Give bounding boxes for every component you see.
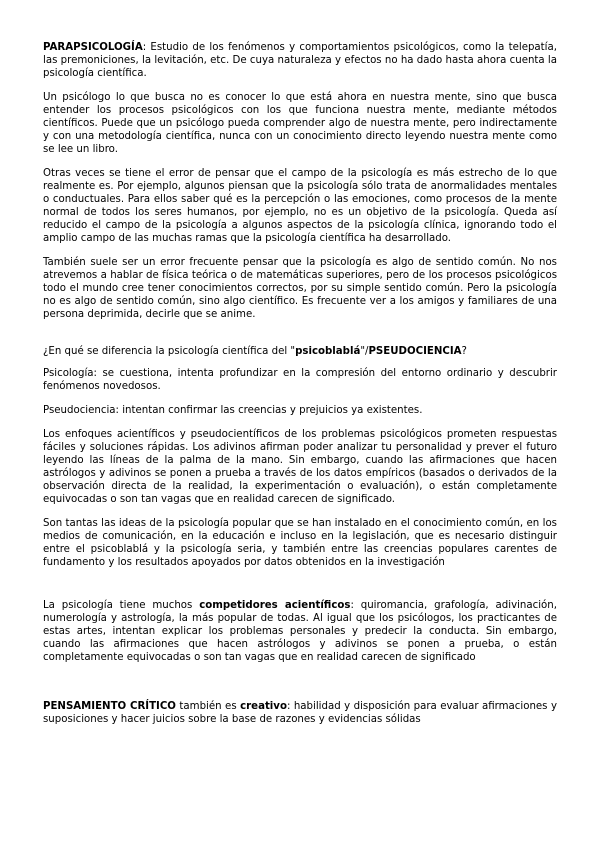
paragraph-campo-psicologia: Otras veces se tiene el error de pensar que el campo de la psicología es más estrecho de lo que realmente es. Por ejemplo, algunos piensan que la psicología sólo trata de anormalidades mentales o conductuales. Para ellos saber qué es la percepción o las emociones, como procesos de la mente normal de todos los seres humanos, por ejemplo, no es un objetivo de la psicología. Queda así reducido el campo de la psicología a algunos aspectos de la psicología clínica, ignorando todo el amplio campo de las muchas ramas que la psicología científica ha desarrollado. xyxy=(43,168,557,244)
parapsicologia-text: : Estudio de los fenómenos y comportamientos psicológicos, como la telepatía, las premoniciones, la levitación, etc. De cuya naturaleza y efectos no ha dado hasta ahora cuenta la psicología científica. xyxy=(43,42,557,79)
pensamiento-text-post: : habilidad y disposición para evaluar afirmaciones y suposiciones y hacer juicios sobre la base de razones y evidencias sólidas xyxy=(43,701,557,725)
question-text-post: ? xyxy=(461,346,467,357)
term-parapsicologia: PARAPSICOLOGÍA xyxy=(43,42,143,53)
parapsicologia-definition xyxy=(43,41,557,80)
term-pensamiento-critico: PENSAMIENTO CRÍTICO xyxy=(43,701,176,712)
paragraph-pensamiento-critico xyxy=(43,700,557,726)
question-heading xyxy=(43,345,557,358)
document-body xyxy=(43,41,557,726)
paragraph-competidores xyxy=(43,599,557,664)
term-psicoblabla: psicoblablá xyxy=(295,346,361,357)
pensamiento-text-mid: también es xyxy=(175,701,241,712)
definition-pseudociencia: Pseudociencia: intentan confirmar las creencias y prejuicios ya existentes. xyxy=(43,405,423,416)
competidores-text-post: : quiromancia, grafología, adivinación, numerología y astrología, la más popular de todas. Al igual que los psicólogos, los practicantes de estas artes, intentan explicar los problemas personales y predecir la conducta. Sin embargo, cuando las afirmaciones que hacen astrólogos y adivinos se ponen a prueba, o están completamente equivocadas o son tan vagas que en realidad carecen de significado xyxy=(43,600,557,663)
paragraph-enfoques-acientificos: Los enfoques acientíficos y pseudocientíficos de los problemas psicológicos prometen respuestas fáciles y soluciones rápidas. Los adivinos afirman poder analizar tu personalidad y prever el futuro leyendo las líneas de la palma de la mano. Sin embargo, cuando las afirmaciones que hacen astrólogos y adivinos se ponen a prueba a través de los datos empíricos (basados o derivados de la observación directa de la realidad, la experimentación o evaluación), o están completamente equivocadas o son tan vagas que en realidad carecen de significado. xyxy=(43,429,557,505)
term-competidores-acientificos: competidores acientíficos xyxy=(199,600,351,611)
paragraph-psicologo: Un psicólogo lo que busca no es conocer lo que está ahora en nuestra mente, sino que busca entender los procesos psicológicos con los que funciona nuestra mente, mediante métodos científicos. Puede que un psicólogo pueda comprender algo de nuestra mente, pero indirectamente y con una metodología científica, nunca con un conocimiento directo leyendo nuestra mente como se lee un libro. xyxy=(43,92,557,155)
term-creativo: creativo xyxy=(240,701,287,712)
question-text-mid: "/ xyxy=(360,346,369,357)
question-text-pre: ¿En qué se diferencia la psicología científica del " xyxy=(43,346,296,357)
term-pseudociencia: PSEUDOCIENCIA xyxy=(368,346,462,357)
paragraph-psicologia-popular: Son tantas las ideas de la psicología popular que se han instalado en el conocimiento común, en los medios de comunicación, en la educación e incluso en la legislación, que es necesario distinguir entre el psicoblablá y la psicología seria, y también entre las creencias populares carentes de fundamento y los resultados apoyados por datos obtenidos en la investigación xyxy=(43,518,557,568)
definition-psicologia: Psicología: se cuestiona, intenta profundizar en la compresión del entorno ordinario y descubrir fenómenos novedosos. xyxy=(43,368,557,392)
competidores-text-pre: La psicología tiene muchos xyxy=(43,600,200,611)
paragraph-sentido-comun: También suele ser un error frecuente pensar que la psicología es algo de sentido común. No nos atrevemos a hablar de física teórica o de matemáticas superiores, pero de los procesos psicológicos todo el mundo cree tener conocimientos correctos, por su simple sentido común. Pero la psicología no es algo de sentido común, sino algo científico. Es frecuente ver a los amigos y familiares de una persona deprimida, decirle que se anime. xyxy=(43,257,557,320)
